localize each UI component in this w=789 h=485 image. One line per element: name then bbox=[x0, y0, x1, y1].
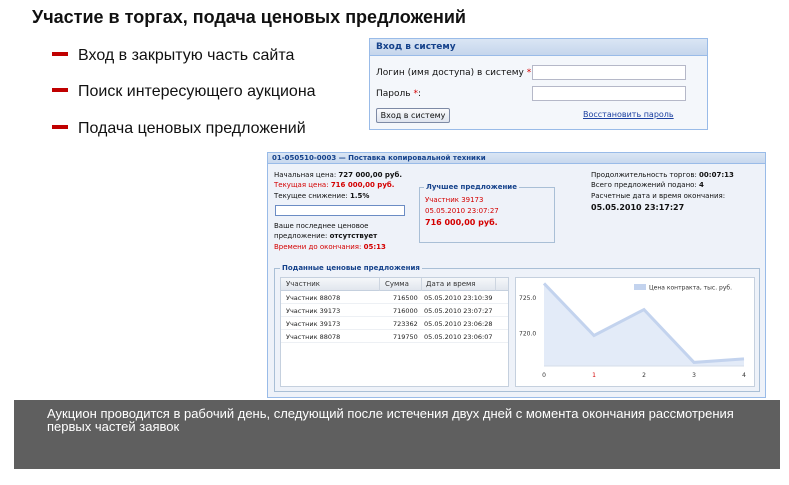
cell-sum: 723362 bbox=[393, 320, 418, 328]
bids-legend: Поданные ценовые предложения bbox=[282, 264, 420, 272]
x-tick-label: 3 bbox=[692, 372, 696, 379]
table-row[interactable] bbox=[281, 317, 508, 330]
password-label: Пароль *: bbox=[376, 89, 421, 99]
login-label: Логин (имя доступа) в систему * bbox=[376, 68, 532, 78]
x-tick-label: 4 bbox=[742, 372, 746, 379]
cell-datetime: 05.05.2010 23:07:27 bbox=[424, 307, 493, 315]
cell-participant: Участник 39173 bbox=[286, 320, 341, 328]
legend-label: Цена контракта, тыс. руб. bbox=[649, 284, 732, 292]
login-panel bbox=[369, 38, 708, 130]
cell-participant: Участник 88078 bbox=[286, 333, 341, 341]
y-tick-label: 720.0 bbox=[519, 330, 537, 338]
table-row[interactable] bbox=[281, 291, 508, 304]
estimated-end-label: Расчетные дата и время окончания: bbox=[591, 192, 726, 200]
password-input[interactable] bbox=[532, 86, 686, 101]
cell-sum: 719750 bbox=[393, 333, 418, 341]
login-submit-button[interactable]: Вход в систему bbox=[376, 108, 450, 123]
table-row[interactable] bbox=[281, 330, 508, 343]
time-left: Времени до окончания: 05:13 bbox=[274, 243, 386, 251]
bullet-dash-icon bbox=[52, 88, 68, 92]
best-offer-price: 716 000,00 руб. bbox=[425, 218, 498, 227]
cell-participant: Участник 88078 bbox=[286, 294, 341, 302]
price-chart-svg bbox=[516, 278, 754, 386]
best-offer-legend: Лучшее предложение bbox=[426, 183, 517, 191]
column-header-participant[interactable]: Участник bbox=[286, 280, 320, 288]
cell-sum: 716000 bbox=[393, 307, 418, 315]
bullet-dash-icon bbox=[52, 125, 68, 129]
auction-title: 01-050510-0003 — Поставка копировальной техники bbox=[268, 153, 765, 164]
auction-panel bbox=[267, 152, 766, 398]
bullet-dash-icon bbox=[52, 52, 68, 56]
bullet-item: Вход в закрытую часть сайта bbox=[52, 47, 294, 67]
login-panel-title: Вход в систему bbox=[370, 39, 707, 56]
estimated-end: 05.05.2010 23:17:27 bbox=[591, 203, 685, 212]
column-header-datetime[interactable]: Дата и время bbox=[426, 280, 476, 288]
x-tick-label: 0 bbox=[542, 372, 546, 379]
table-row[interactable] bbox=[281, 304, 508, 317]
current-drop: Текущее снижение: 1.5% bbox=[274, 192, 370, 200]
series-area bbox=[544, 283, 744, 366]
cell-datetime: 05.05.2010 23:06:28 bbox=[424, 320, 493, 328]
total-offers: Всего предложений подано: 4 bbox=[591, 181, 704, 189]
note-banner bbox=[14, 400, 780, 469]
column-header-sum[interactable]: Сумма bbox=[385, 280, 409, 288]
bullet-item: Поиск интересующего аукциона bbox=[52, 83, 316, 103]
cell-datetime: 05.05.2010 23:06:07 bbox=[424, 333, 493, 341]
best-offer-box bbox=[419, 183, 555, 243]
drop-progress-bar bbox=[275, 205, 405, 216]
duration: Продолжительность торгов: 00:07:13 bbox=[591, 171, 734, 179]
restore-password-link[interactable]: Восстановить пароль bbox=[583, 110, 674, 119]
last-offer: предложение: отсутствует bbox=[274, 232, 378, 240]
best-offer-participant: Участник 39173 bbox=[425, 196, 484, 204]
x-tick-label: 1 bbox=[592, 372, 596, 379]
cell-datetime: 05.05.2010 23:10:39 bbox=[424, 294, 493, 302]
legend-swatch bbox=[634, 284, 646, 290]
note-text: Аукцион проводится в рабочий день, следующий после истечения двух дней с момента окончания рассмотрения первых частей заявок bbox=[47, 406, 734, 434]
cell-participant: Участник 39173 bbox=[286, 307, 341, 315]
bids-table-header bbox=[281, 278, 508, 291]
cell-sum: 716500 bbox=[393, 294, 418, 302]
current-price: Текущая цена: 716 000,00 руб. bbox=[274, 181, 395, 189]
best-offer-datetime: 05.05.2010 23:07:27 bbox=[425, 207, 499, 215]
bullet-item: Подача ценовых предложений bbox=[52, 120, 306, 140]
bids-table bbox=[280, 277, 509, 387]
last-offer-label: Ваше последнее ценовое bbox=[274, 222, 369, 230]
bids-section bbox=[274, 264, 760, 392]
slide-title: Участие в торгах, подача ценовых предложений bbox=[32, 7, 466, 27]
y-tick-label: 725.0 bbox=[519, 294, 537, 302]
login-input[interactable] bbox=[532, 65, 686, 80]
x-tick-label: 2 bbox=[642, 372, 646, 379]
price-chart bbox=[515, 277, 755, 387]
start-price: Начальная цена: 727 000,00 руб. bbox=[274, 171, 403, 179]
